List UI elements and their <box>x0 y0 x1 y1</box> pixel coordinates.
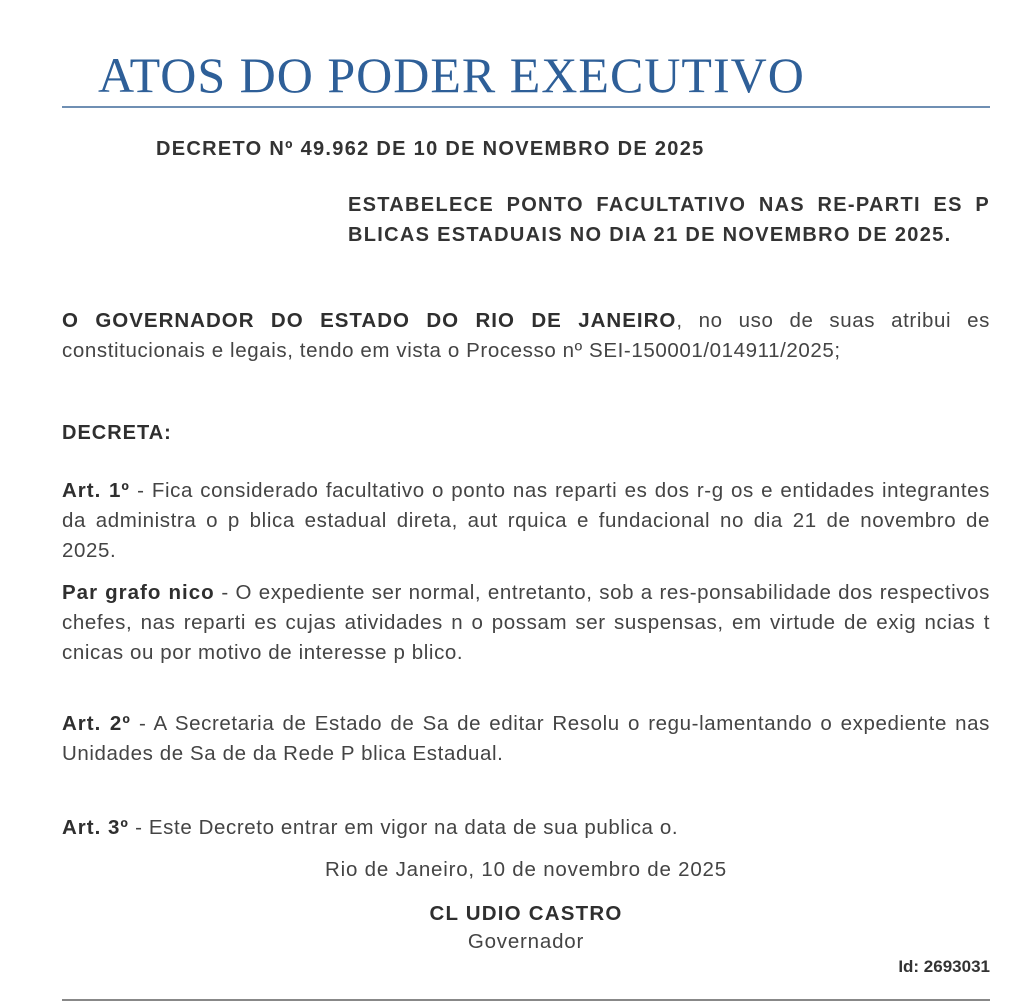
section-title: ATOS DO PODER EXECUTIVO <box>98 47 805 103</box>
article-2 <box>62 709 990 769</box>
place-date: Rio de Janeiro, 10 de novembro de 2025 <box>325 858 727 881</box>
bottom-divider <box>62 999 990 1001</box>
preamble <box>62 306 990 366</box>
article-1-text: - Fica considerado facultativo o ponto nas reparti es dos r-g os e entidades integrantes da administra o p blica estadual direta, aut rquica e fundacional no dia 21 de novembro de 2025. <box>62 479 990 562</box>
paragrafo-unico <box>62 578 990 668</box>
paragrafo-unico-label: Par grafo nico <box>62 581 215 604</box>
article-3-text: - Este Decreto entrar em vigor na data de sua publica o. <box>128 816 679 839</box>
signatory-role: Governador <box>467 930 585 953</box>
document-id: Id: 2693031 <box>898 957 990 976</box>
title-divider <box>62 106 990 108</box>
article-3 <box>62 813 990 843</box>
article-1-label: Art. 1º <box>62 479 130 502</box>
article-1 <box>62 476 990 566</box>
document-page <box>62 0 990 1006</box>
preamble-text: , no uso de suas atribui es constitucionais e legais, tendo em vista o Processo nº SEI-150001/014911/2025; <box>62 309 990 362</box>
decreta-heading: DECRETA: <box>62 422 172 444</box>
preamble-lead: O GOVERNADOR DO ESTADO DO RIO DE JANEIRO <box>62 309 677 332</box>
signatory-name: CL UDIO CASTRO <box>429 902 623 925</box>
decree-title: DECRETO Nº 49.962 DE 10 DE NOVEMBRO DE 2025 <box>156 138 705 160</box>
article-2-text: - A Secretaria de Estado de Sa de editar Resolu o regu-lamentando o expediente nas Unidades de Sa de da Rede P blica Estadual. <box>62 712 991 765</box>
paragrafo-unico-text: - O expediente ser normal, entretanto, sob a res-ponsabilidade dos respectivos chefes, nas reparti es cujas atividades n o possam ser suspensas, em virtude de exig ncias t cnicas ou por motivo de interesse p blico. <box>62 581 990 664</box>
article-2-label: Art. 2º <box>62 712 131 735</box>
decree-ementa: ESTABELECE PONTO FACULTATIVO NAS RE-PARTI ES P BLICAS ESTADUAIS NO DIA 21 DE NOVEMBRO DE 2025. <box>348 194 990 246</box>
article-3-label: Art. 3º <box>62 816 129 839</box>
